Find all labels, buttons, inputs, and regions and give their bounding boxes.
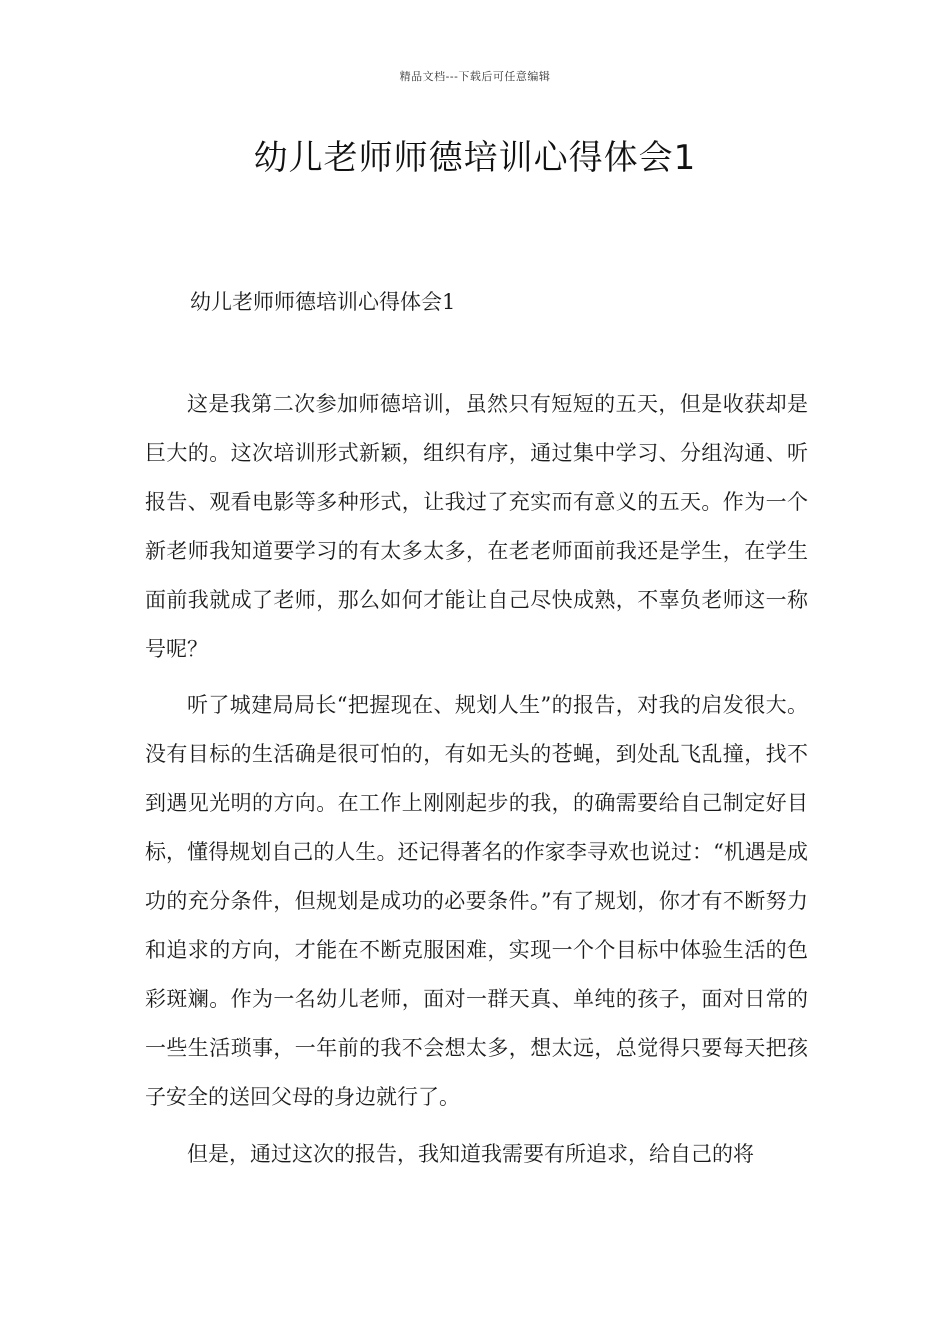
header-note: 精品文档---下载后可任意编辑	[399, 70, 551, 83]
document-subtitle: 幼儿老师师德培训心得体会1	[190, 290, 456, 314]
paragraph-3: 但是，通过这次的报告，我知道我需要有所追求，给自己的将	[187, 1141, 754, 1166]
paragraph-1: 这是我第二次参加师德培训，虽然只有短短的五天，但是收获却是巨大的。这次培训形式新颖，组织有序，通过集中学习、分组沟通、听报告、观看电影等多种形式，让我过了充实而有意义的五天。作为一个新老师我知道要学习的有太多太多，在老老师面前我还是学生，在学生面前我就成了老师，那么如何才能让自己尽快成熟，不辜负老师这一称号呢？	[145, 392, 808, 661]
document-body	[145, 380, 808, 1187]
document-title: 幼儿老师师德培训心得体会1	[253, 138, 697, 178]
paragraph-2: 听了城建局局长“把握现在、规划人生”的报告，对我的启发很大。没有目标的生活确是很可怕的，有如无头的苍蝇，到处乱飞乱撞，找不到遇见光明的方向。在工作上刚刚起步的我，的确需要给自己制定好目标，懂得规划自己的人生。还记得著名的作家李寻欢也说过：“机遇是成功的充分条件，但规划是成功的必要条件。”有了规划，你才有不断努力和追求的方向，才能在不断克服困难，实现一个个目标中体验生活的色彩斑斓。作为一名幼儿老师，面对一群天真、单纯的孩子，面对日常的一些生活琐事，一年前的我不会想太多，想太远，总觉得只要每天把孩子安全的送回父母的身边就行了。	[145, 693, 808, 1109]
